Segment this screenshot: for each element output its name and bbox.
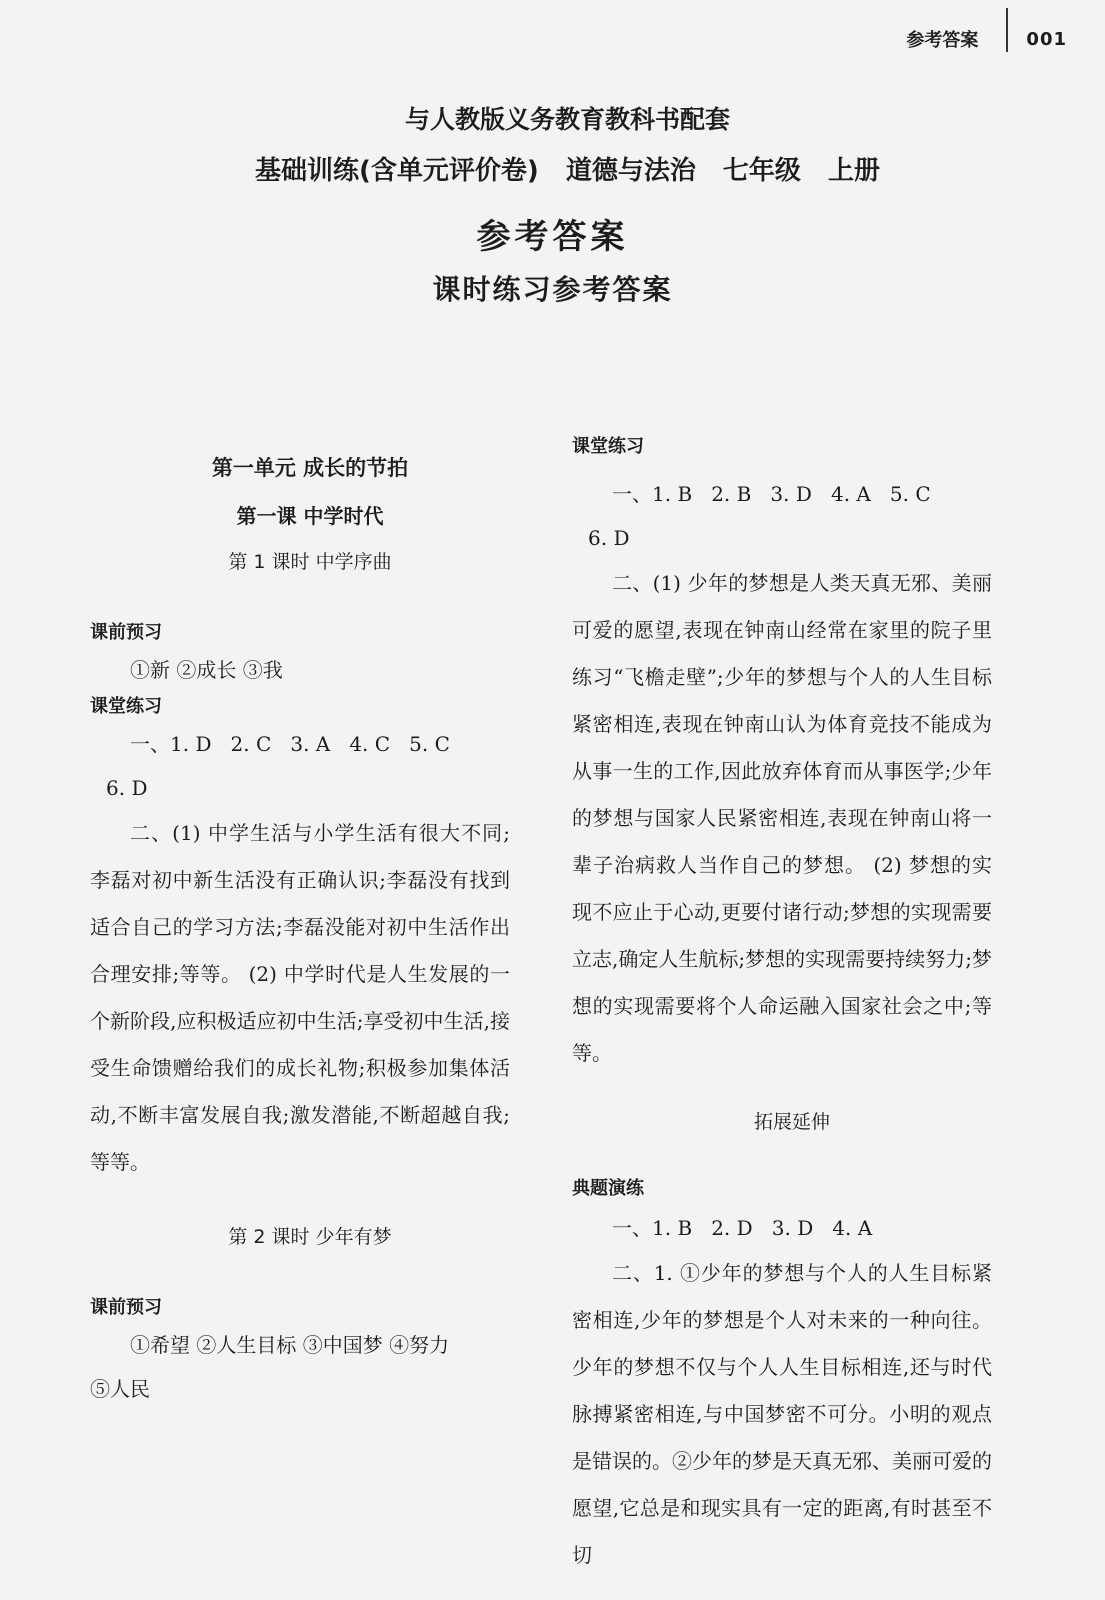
short-answer-1: 二、(1) 中学生活与小学生活有很大不同;李磊对初中新生活没有正确认识;李磊没有找到适合自己的学习方法;李磊没能对初中生活作出合理安排;等等。 (2) 中学时代是人生发展的一个新阶段,应积极适应初中生活;享受初中生活,接受生命馈赠给我们的成长礼物;积极参加集体活动,不断丰富发展自我;激发潜能,不断超越自我;等等。	[90, 821, 510, 1174]
section-label-class-2: 课堂练习	[572, 436, 644, 457]
book-title: 基础训练(含单元评价卷) 道德与法治 七年级 上册	[255, 156, 880, 186]
period-heading-1: 第 1 课时 中学序曲	[228, 551, 392, 573]
section-label-typical: 典题演练	[572, 1178, 644, 1199]
choice-answers-1: 一、1. D 2. C 3. A 4. C 5. C	[130, 732, 450, 756]
running-header	[906, 24, 1067, 54]
answer-heading: 参考答案	[476, 217, 629, 257]
choice-answers-1-cont: 6. D	[106, 776, 148, 800]
section-label-class-1: 课堂练习	[90, 696, 162, 717]
section-label-preview-2: 课前预习	[90, 1297, 162, 1318]
header-section-title: 参考答案	[906, 30, 979, 51]
choice-answers-2: 一、1. B 2. B 3. D 4. A 5. C	[612, 482, 931, 506]
period-heading-2: 第 2 课时 少年有梦	[228, 1226, 392, 1248]
preview-answer-1: ①新 ②成长 ③我	[130, 658, 283, 682]
right-column	[572, 432, 992, 1579]
left-column	[90, 452, 510, 1411]
preview-answer-2: ①希望 ②人生目标 ③中国梦 ④努力	[130, 1333, 450, 1357]
title-block	[0, 100, 1105, 308]
short-answer-typical: 二、1. ①少年的梦想与个人的人生目标紧密相连,少年的梦想是个人对未来的一种向往。少年的梦想不仅与个人人生目标相连,还与时代脉搏紧密相连,与中国梦密不可分。小明的观点是错误的。②少年的梦是天真无邪、美丽可爱的愿望,它总是和现实具有一定的距离,有时甚至不切	[572, 1261, 992, 1567]
short-answer-2: 二、(1) 少年的梦想是人类天真无邪、美丽可爱的愿望,表现在钟南山经常在家里的院子里练习“飞檐走壁”;少年的梦想与个人的人生目标紧密相连,表现在钟南山认为体育竞技不能成为从事一生的工作,因此放弃体育而从事医学;少年的梦想与国家人民紧密相连,表现在钟南山将一辈子治病救人当作自己的梦想。 (2) 梦想的实现不应止于心动,更要付诸行动;梦想的实现需要立志,确定人生航标;梦想的实现需要持续努力;梦想的实现需要将个人命运融入国家社会之中;等等。	[572, 571, 992, 1065]
choice-answers-2-cont: 6. D	[588, 526, 630, 550]
extension-heading: 拓展延伸	[753, 1111, 830, 1133]
answer-subheading: 课时练习参考答案	[432, 273, 673, 306]
section-label-preview-1: 课前预习	[90, 622, 162, 643]
page-number: 001	[1026, 28, 1067, 50]
series-title: 与人教版义务教育教科书配套	[404, 105, 730, 134]
choice-answers-typical: 一、1. B 2. D 3. D 4. A	[612, 1216, 873, 1240]
lesson-heading: 第一课 中学时代	[236, 504, 384, 528]
unit-heading: 第一单元 成长的节拍	[211, 456, 409, 480]
preview-answer-2-cont: ⑤人民	[90, 1377, 150, 1401]
